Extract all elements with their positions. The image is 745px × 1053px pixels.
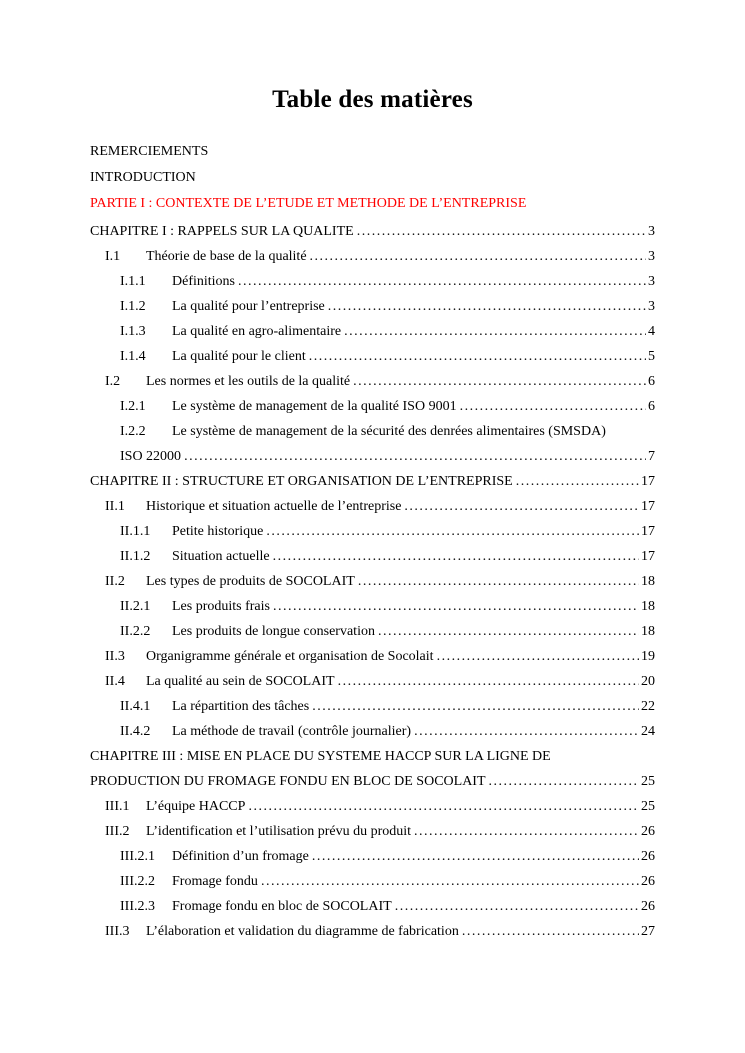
- toc-entry: [90, 899, 655, 914]
- toc-entry: [90, 924, 655, 939]
- toc-entry-number: II.1: [105, 499, 125, 514]
- toc-entry-text: Le système de management de la sécurité des denrées alimentaires (SMSDA): [172, 424, 606, 439]
- table-of-contents: [90, 144, 655, 939]
- toc-entry-page: 26: [641, 874, 655, 889]
- toc-entry-text: Petite historique: [172, 524, 264, 539]
- toc-entry: [90, 196, 655, 211]
- toc-entry-number: II.4.2: [120, 724, 151, 739]
- dot-leader: [460, 399, 646, 414]
- dot-leader: [489, 774, 639, 789]
- toc-entry-number: I.2: [105, 374, 121, 389]
- toc-entry: [90, 624, 655, 639]
- page-title: Table des matières: [272, 86, 473, 113]
- toc-entry-page: 26: [641, 824, 655, 839]
- toc-entry-number: III.2.2: [120, 874, 155, 889]
- toc-entry-page: 18: [641, 574, 655, 589]
- toc-entry-text: La qualité pour l’entreprise: [172, 299, 325, 314]
- toc-entry-number: II.4.1: [120, 699, 151, 714]
- dot-leader: [378, 624, 639, 639]
- dot-leader: [353, 374, 646, 389]
- toc-entry: [90, 524, 655, 539]
- dot-leader: [338, 674, 639, 689]
- toc-entry-text: Théorie de base de la qualité: [146, 249, 307, 264]
- toc-entry-page: 19: [641, 649, 655, 664]
- toc-entry: [90, 749, 655, 789]
- toc-entry: [90, 224, 655, 239]
- dot-leader: [414, 824, 639, 839]
- dot-leader: [184, 449, 646, 464]
- toc-entry: [90, 324, 655, 339]
- toc-entry-text: La qualité au sein de SOCOLAIT: [146, 674, 335, 689]
- toc-entry-number: II.2.2: [120, 624, 151, 639]
- toc-entry-page: 6: [648, 374, 655, 389]
- toc-entry-text: La méthode de travail (contrôle journalier): [172, 724, 412, 739]
- dot-leader: [357, 224, 646, 239]
- toc-entry-page: 7: [648, 449, 655, 464]
- toc-entry-page: 17: [641, 524, 655, 539]
- toc-entry-text: Définition d’un fromage: [172, 849, 309, 864]
- dot-leader: [309, 349, 646, 364]
- dot-leader: [261, 874, 639, 889]
- toc-entry-text: Fromage fondu en bloc de SOCOLAIT: [172, 899, 392, 914]
- toc-entry-number: II.2: [105, 574, 125, 589]
- toc-entry-text: Historique et situation actuelle de l’entreprise: [146, 499, 402, 514]
- toc-entry-page: 6: [648, 399, 655, 414]
- toc-entry-text: La qualité pour le client: [172, 349, 306, 364]
- toc-entry: [90, 499, 655, 514]
- toc-entry-line-1: [120, 424, 655, 439]
- dot-leader: [273, 599, 639, 614]
- toc-entry-page: 22: [641, 699, 655, 714]
- toc-entry: [90, 299, 655, 314]
- toc-entry-number: II.1.1: [120, 524, 151, 539]
- toc-entry: [90, 424, 655, 464]
- toc-entry-number: I.1.4: [120, 349, 146, 364]
- toc-entry-text: La répartition des tâches: [172, 699, 310, 714]
- toc-entry-page: 3: [648, 249, 655, 264]
- toc-entry-page: 17: [641, 499, 655, 514]
- toc-entry-text-continued: ISO 22000: [120, 449, 182, 464]
- toc-entry: [90, 399, 655, 414]
- toc-entry-number: III.3: [105, 924, 130, 939]
- dot-leader: [312, 699, 639, 714]
- toc-entry-number: III.1: [105, 799, 130, 814]
- toc-entry-number: I.2.2: [120, 424, 146, 439]
- toc-entry-text: REMERCIEMENTS: [90, 144, 209, 159]
- toc-entry-page: 18: [641, 624, 655, 639]
- toc-entry-number: III.2: [105, 824, 130, 839]
- toc-entry: [90, 824, 655, 839]
- toc-entry-page: 24: [641, 724, 655, 739]
- toc-entry-text: Définitions: [172, 274, 235, 289]
- toc-entry-page: 3: [648, 224, 655, 239]
- toc-entry-text: Les normes et les outils de la qualité: [146, 374, 351, 389]
- toc-entry-number: I.2.1: [120, 399, 146, 414]
- dot-leader: [437, 649, 639, 664]
- toc-entry: [90, 549, 655, 564]
- toc-entry: [90, 799, 655, 814]
- toc-entry: [90, 649, 655, 664]
- dot-leader: [414, 724, 639, 739]
- dot-leader: [395, 899, 639, 914]
- dot-leader: [312, 849, 639, 864]
- toc-entry-text: CHAPITRE III : MISE EN PLACE DU SYSTEME HACCP SUR LA LIGNE DE: [90, 749, 551, 764]
- toc-entry: [90, 849, 655, 864]
- toc-entry-number: I.1.1: [120, 274, 146, 289]
- toc-entry-text: Les types de produits de SOCOLAIT: [146, 574, 355, 589]
- toc-entry-text: INTRODUCTION: [90, 170, 196, 185]
- toc-entry-number: III.2.3: [120, 899, 155, 914]
- toc-entry: [90, 349, 655, 364]
- toc-entry-page: 17: [641, 549, 655, 564]
- toc-entry-text: Les produits de longue conservation: [172, 624, 375, 639]
- dot-leader: [328, 299, 646, 314]
- toc-entry: [90, 724, 655, 739]
- dot-leader: [310, 249, 646, 264]
- toc-entry-text: Fromage fondu: [172, 874, 258, 889]
- toc-entry-number: II.2.1: [120, 599, 151, 614]
- toc-entry: [90, 144, 655, 159]
- toc-entry-page: 26: [641, 849, 655, 864]
- toc-entry-number: I.1.3: [120, 324, 146, 339]
- toc-entry-text: Les produits frais: [172, 599, 270, 614]
- toc-entry-text: CHAPITRE I : RAPPELS SUR LA QUALITE: [90, 224, 354, 239]
- toc-entry: [90, 249, 655, 264]
- toc-entry-page: 4: [648, 324, 655, 339]
- dot-leader: [358, 574, 639, 589]
- toc-entry-text: Situation actuelle: [172, 549, 270, 564]
- toc-entry-text: CHAPITRE II : STRUCTURE ET ORGANISATION DE L’ENTREPRISE: [90, 474, 513, 489]
- toc-entry: [90, 874, 655, 889]
- toc-entry-number: III.2.1: [120, 849, 155, 864]
- toc-entry-text: L’élaboration et validation du diagramme de fabrication: [146, 924, 459, 939]
- dot-leader: [266, 524, 639, 539]
- toc-entry-page: 20: [641, 674, 655, 689]
- toc-entry: [90, 474, 655, 489]
- toc-entry-line-1: [90, 749, 655, 764]
- toc-entry-line-2: [90, 774, 655, 789]
- toc-entry-text: PARTIE I : CONTEXTE DE L’ETUDE ET METHODE DE L’ENTREPRISE: [90, 196, 527, 211]
- toc-entry: [90, 374, 655, 389]
- toc-entry-text: L’identification et l’utilisation prévu du produit: [146, 824, 412, 839]
- toc-entry-page: 27: [641, 924, 655, 939]
- toc-entry-page: 18: [641, 599, 655, 614]
- dot-leader: [238, 274, 646, 289]
- toc-entry-page: 25: [641, 799, 655, 814]
- toc-entry: [90, 674, 655, 689]
- toc-entry-number: I.1: [105, 249, 121, 264]
- dot-leader: [248, 799, 639, 814]
- toc-entry-page: 5: [648, 349, 655, 364]
- toc-entry-page: 25: [641, 774, 655, 789]
- toc-entry-text: La qualité en agro-alimentaire: [172, 324, 342, 339]
- toc-entry-number: I.1.2: [120, 299, 146, 314]
- toc-entry-number: II.1.2: [120, 549, 151, 564]
- dot-leader: [273, 549, 639, 564]
- toc-entry-page: 3: [648, 274, 655, 289]
- toc-entry-number: II.3: [105, 649, 125, 664]
- toc-entry-text-continued: PRODUCTION DU FROMAGE FONDU EN BLOC DE SOCOLAIT: [90, 774, 486, 789]
- toc-entry-line-2: [120, 449, 655, 464]
- toc-entry-page: 3: [648, 299, 655, 314]
- toc-entry-page: 26: [641, 899, 655, 914]
- toc-entry: [90, 574, 655, 589]
- toc-entry-text: Le système de management de la qualité ISO 9001: [172, 399, 457, 414]
- dot-leader: [462, 924, 639, 939]
- dot-leader: [404, 499, 639, 514]
- toc-entry-text: L’équipe HACCP: [146, 799, 246, 814]
- dot-leader: [344, 324, 646, 339]
- toc-entry-number: II.4: [105, 674, 125, 689]
- dot-leader: [516, 474, 639, 489]
- toc-entry: [90, 274, 655, 289]
- toc-entry: [90, 699, 655, 714]
- toc-entry: [90, 599, 655, 614]
- toc-entry: [90, 170, 655, 185]
- toc-entry-text: Organigramme générale et organisation de Socolait: [146, 649, 434, 664]
- toc-entry-page: 17: [641, 474, 655, 489]
